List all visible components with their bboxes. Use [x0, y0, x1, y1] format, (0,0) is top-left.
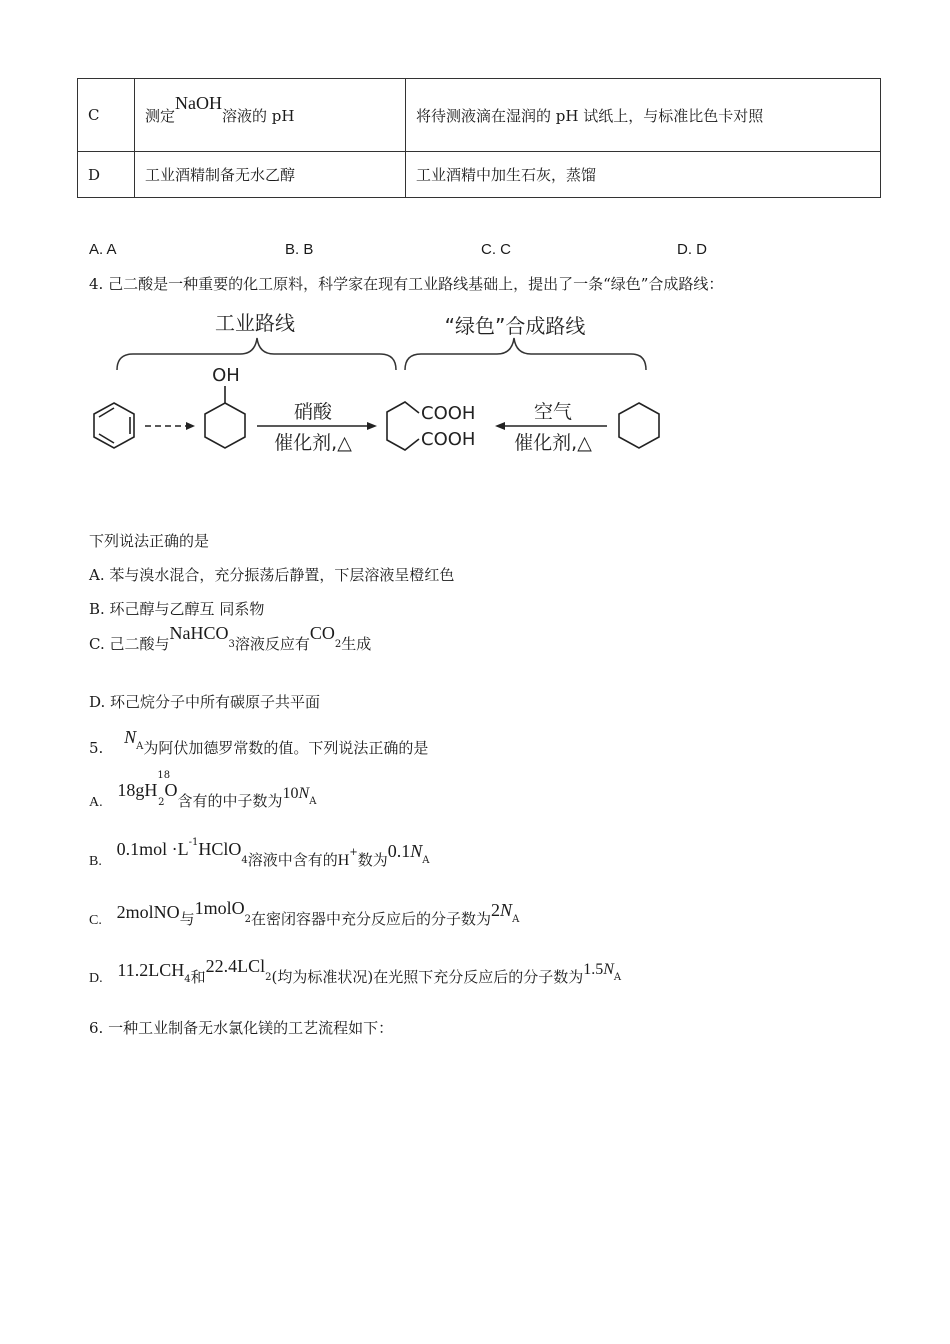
row-operation: 将待测液滴在湿润的 pH 试纸上，与标准比色卡对照: [406, 79, 881, 152]
row-letter: C: [78, 79, 135, 152]
experiment-table: [77, 78, 881, 198]
brace-industrial: [117, 338, 396, 370]
reagent1-bottom: 催化剂,△: [274, 432, 352, 454]
answer-d[interactable]: D. D: [677, 241, 707, 258]
dashed-arrow-icon: [145, 422, 195, 430]
row-experiment: 测定NaOH溶液的 pH: [135, 79, 406, 152]
q5-stem: 5. $N_A$为阿伏加德罗常数的值。下列说法正确的是: [89, 727, 429, 757]
reaction-arrow-icon: [257, 422, 377, 430]
cooh-top: COOH: [421, 403, 476, 424]
reagent1-top: 硝酸: [293, 401, 333, 423]
q5-option-b[interactable]: B. $0.1mol \cdot L^{-1}HClO_4$溶液中含有的H+数为$0.1N_A$: [89, 837, 430, 869]
q4-stem: 4. 己二酸是一种重要的化工原料，科学家在现有工业路线基础上，提出了一条“绿色”合成路线：: [89, 275, 724, 293]
q3-answers: [89, 240, 873, 258]
reagent2-bottom: 催化剂,△: [514, 432, 592, 454]
answer-c[interactable]: C. C: [481, 241, 511, 258]
table-row: [78, 79, 881, 152]
q4-option-b[interactable]: B. 环己醇与乙醇互 同系物: [89, 600, 265, 618]
q4-option-c[interactable]: C. 己二酸与NaHCO$_3$溶液反应有$CO_2$生成: [89, 623, 372, 653]
answer-a[interactable]: A. A: [89, 241, 117, 258]
q6-stem: 6. 一种工业制备无水氯化镁的工艺流程如下：: [89, 1019, 394, 1037]
cooh-bottom: COOH: [421, 429, 476, 450]
reaction-arrow-left-icon: [495, 422, 607, 430]
row-operation: 工业酒精中加生石灰，蒸馏: [406, 152, 881, 198]
label-green-route: “绿色”合成路线: [444, 314, 586, 338]
label-industrial-route: 工业路线: [215, 311, 295, 335]
synthesis-route-diagram: [85, 306, 685, 476]
q4-option-a[interactable]: A. 苯与溴水混合，充分振荡后静置，下层溶液呈橙红色: [89, 566, 455, 584]
q4-prompt: 下列说法正确的是: [89, 532, 210, 550]
q5-option-a[interactable]: A. $18gH^{18}_2O$含有的中子数为$10N_A$: [89, 770, 317, 810]
q4-option-d[interactable]: D. 环己烷分子中所有碳原子共平面: [89, 693, 321, 711]
reagent2-top: 空气: [533, 401, 573, 423]
cyclohexane-icon: [619, 403, 659, 448]
adipic-acid-icon: [387, 402, 419, 450]
q5-option-c[interactable]: C. 2molNO与1molO$_2$在密闭容器中充分反应后的分子数为$2N_A$: [89, 898, 520, 928]
oh-label: OH: [212, 365, 240, 386]
row-experiment: 工业酒精制备无水乙醇: [135, 152, 406, 198]
table-row: [78, 152, 881, 198]
cyclohexanol-icon: [205, 386, 245, 448]
benzene-icon: [94, 403, 134, 448]
brace-green: [405, 338, 646, 370]
row-letter: D: [78, 152, 135, 198]
q5-option-d[interactable]: D. $11.2LCH_4$和22.4LCl$_2$(均为标准状况)在光照下充分反应后的分子数为$1.5N_A$: [89, 956, 622, 986]
answer-b[interactable]: B. B: [285, 241, 314, 258]
